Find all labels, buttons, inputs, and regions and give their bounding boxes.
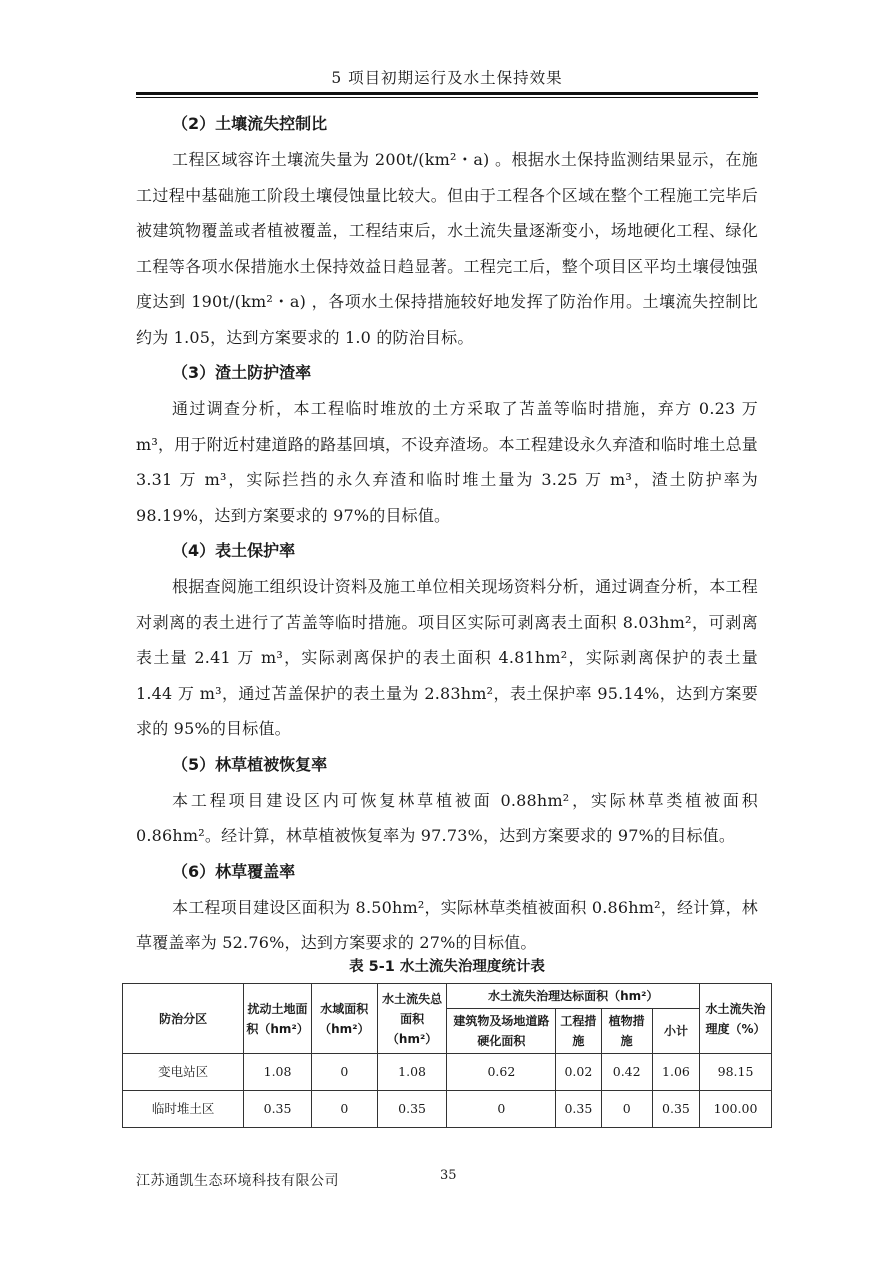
section-heading-vegetation-restoration: （5）林草植被恢复率 [172, 754, 328, 774]
header-rule-thick [136, 92, 758, 95]
header-rule-thin [136, 97, 758, 98]
table-caption: 表 5-1 水土流失治理度统计表 [349, 959, 545, 975]
paragraph-soil-loss: 工程区域容许土壤流失量为 200t/(km²・a) 。根据水土保持监测结果显示，在施工过程中基础施工阶段土壤侵蚀量比较大。但由于工程各个区域在整个工程施工完毕后被建筑物覆盖或者植被覆盖，工程结束后，水土流失量逐渐变小，场地硬化工程、绿化工程等各项水保措施水土保持效益日趋显著。工程完工后，整个项目区平均土壤侵蚀强度达到 190t/(km²・a) ，各项水土保持措施较好地发挥了防治作用。土壤流失控制比约为 1.05，达到方案要求的 1.0 的防治目标。 [136, 150, 758, 347]
page-number: 35 [440, 1168, 457, 1183]
header-loss-total-area: 水土流失总面积（hm²） [377, 984, 447, 1054]
cell-water: 0 [311, 1091, 377, 1128]
paragraph-vegetation-restoration: 本工程项目建设区内可恢复林草植被面 0.88hm²，实际林草类植被面积 0.86hm²。经计算，林草植被恢复率为 97.73%，达到方案要求的 97%的目标值。 [136, 790, 758, 845]
footer-company: 江苏通凯生态环境科技有限公司 [136, 1173, 339, 1189]
header-disturbed-area: 扰动土地面积（hm²） [244, 984, 312, 1054]
cell-subtotal: 0.35 [652, 1091, 699, 1128]
header-treatment-degree: 水土流失治理度（%） [700, 984, 772, 1054]
running-header: 5 项目初期运行及水土保持效果 [331, 69, 563, 87]
cell-degree: 100.00 [700, 1091, 772, 1128]
cell-loss-total: 1.08 [377, 1054, 447, 1091]
table-row [123, 1054, 772, 1091]
header-plant-measures: 植物措施 [601, 1009, 652, 1054]
section-heading-vegetation-coverage: （6）林草覆盖率 [172, 861, 296, 881]
cell-plant: 0.42 [601, 1054, 652, 1091]
paragraph-vegetation-coverage: 本工程项目建设区面积为 8.50hm²，实际林草类植被面积 0.86hm²，经计算，林草覆盖率为 52.76%，达到方案要求的 27%的目标值。 [136, 897, 758, 952]
cell-plant: 0 [601, 1091, 652, 1128]
cell-water: 0 [311, 1054, 377, 1091]
header-engineering-measures: 工程措施 [556, 1009, 601, 1054]
cell-engineering: 0.02 [556, 1054, 601, 1091]
cell-building: 0.62 [447, 1054, 556, 1091]
cell-engineering: 0.35 [556, 1091, 601, 1128]
cell-disturbed: 1.08 [244, 1054, 312, 1091]
cell-loss-total: 0.35 [377, 1091, 447, 1128]
cell-zone: 临时堆土区 [123, 1091, 244, 1128]
header-subtotal: 小计 [652, 1009, 699, 1054]
cell-disturbed: 0.35 [244, 1091, 312, 1128]
paragraph-spoil-protection: 通过调查分析，本工程临时堆放的土方采取了苫盖等临时措施，弃方 0.23 万 m³，用于附近村建道路的路基回填，不设弃渣场。本工程建设永久弃渣和临时堆土总量 3.31 万 m³，实际拦挡的永久弃渣和临时堆土量为 3.25 万 m³，渣土防护率为 98.19%，达到方案要求的 97%的目标值。 [136, 399, 758, 525]
cell-zone: 变电站区 [123, 1054, 244, 1091]
header-building-hardening: 建筑物及场地道路硬化面积 [447, 1009, 556, 1054]
cell-building: 0 [447, 1091, 556, 1128]
table-row [123, 1091, 772, 1128]
section-heading-soil-loss: （2）土壤流失控制比 [172, 114, 328, 133]
section-heading-spoil-protection: （3）渣土防护渣率 [172, 363, 312, 382]
paragraph-topsoil: 根据查阅施工组织设计资料及施工单位相关现场资料分析，通过调查分析，本工程对剥离的表土进行了苫盖等临时措施。项目区实际可剥离表土面积 8.03hm²，可剥离表土量 2.41 万 m³，实际剥离保护的表土面积 4.81hm²，实际剥离保护的表土量 1.44 万 m³，通过苫盖保护的表土量为 2.83hm²，表土保护率 95.14%，达到方案要求的 95%的目标值。 [136, 577, 758, 738]
header-zone: 防治分区 [123, 984, 244, 1054]
erosion-control-table [122, 983, 772, 1128]
section-heading-topsoil: （4）表土保护率 [172, 541, 296, 560]
body-text [136, 106, 758, 961]
cell-degree: 98.15 [700, 1054, 772, 1091]
cell-subtotal: 1.06 [652, 1054, 699, 1091]
header-treated-area-group: 水土流失治理达标面积（hm²） [447, 984, 700, 1009]
header-water-area: 水域面积（hm²） [311, 984, 377, 1054]
